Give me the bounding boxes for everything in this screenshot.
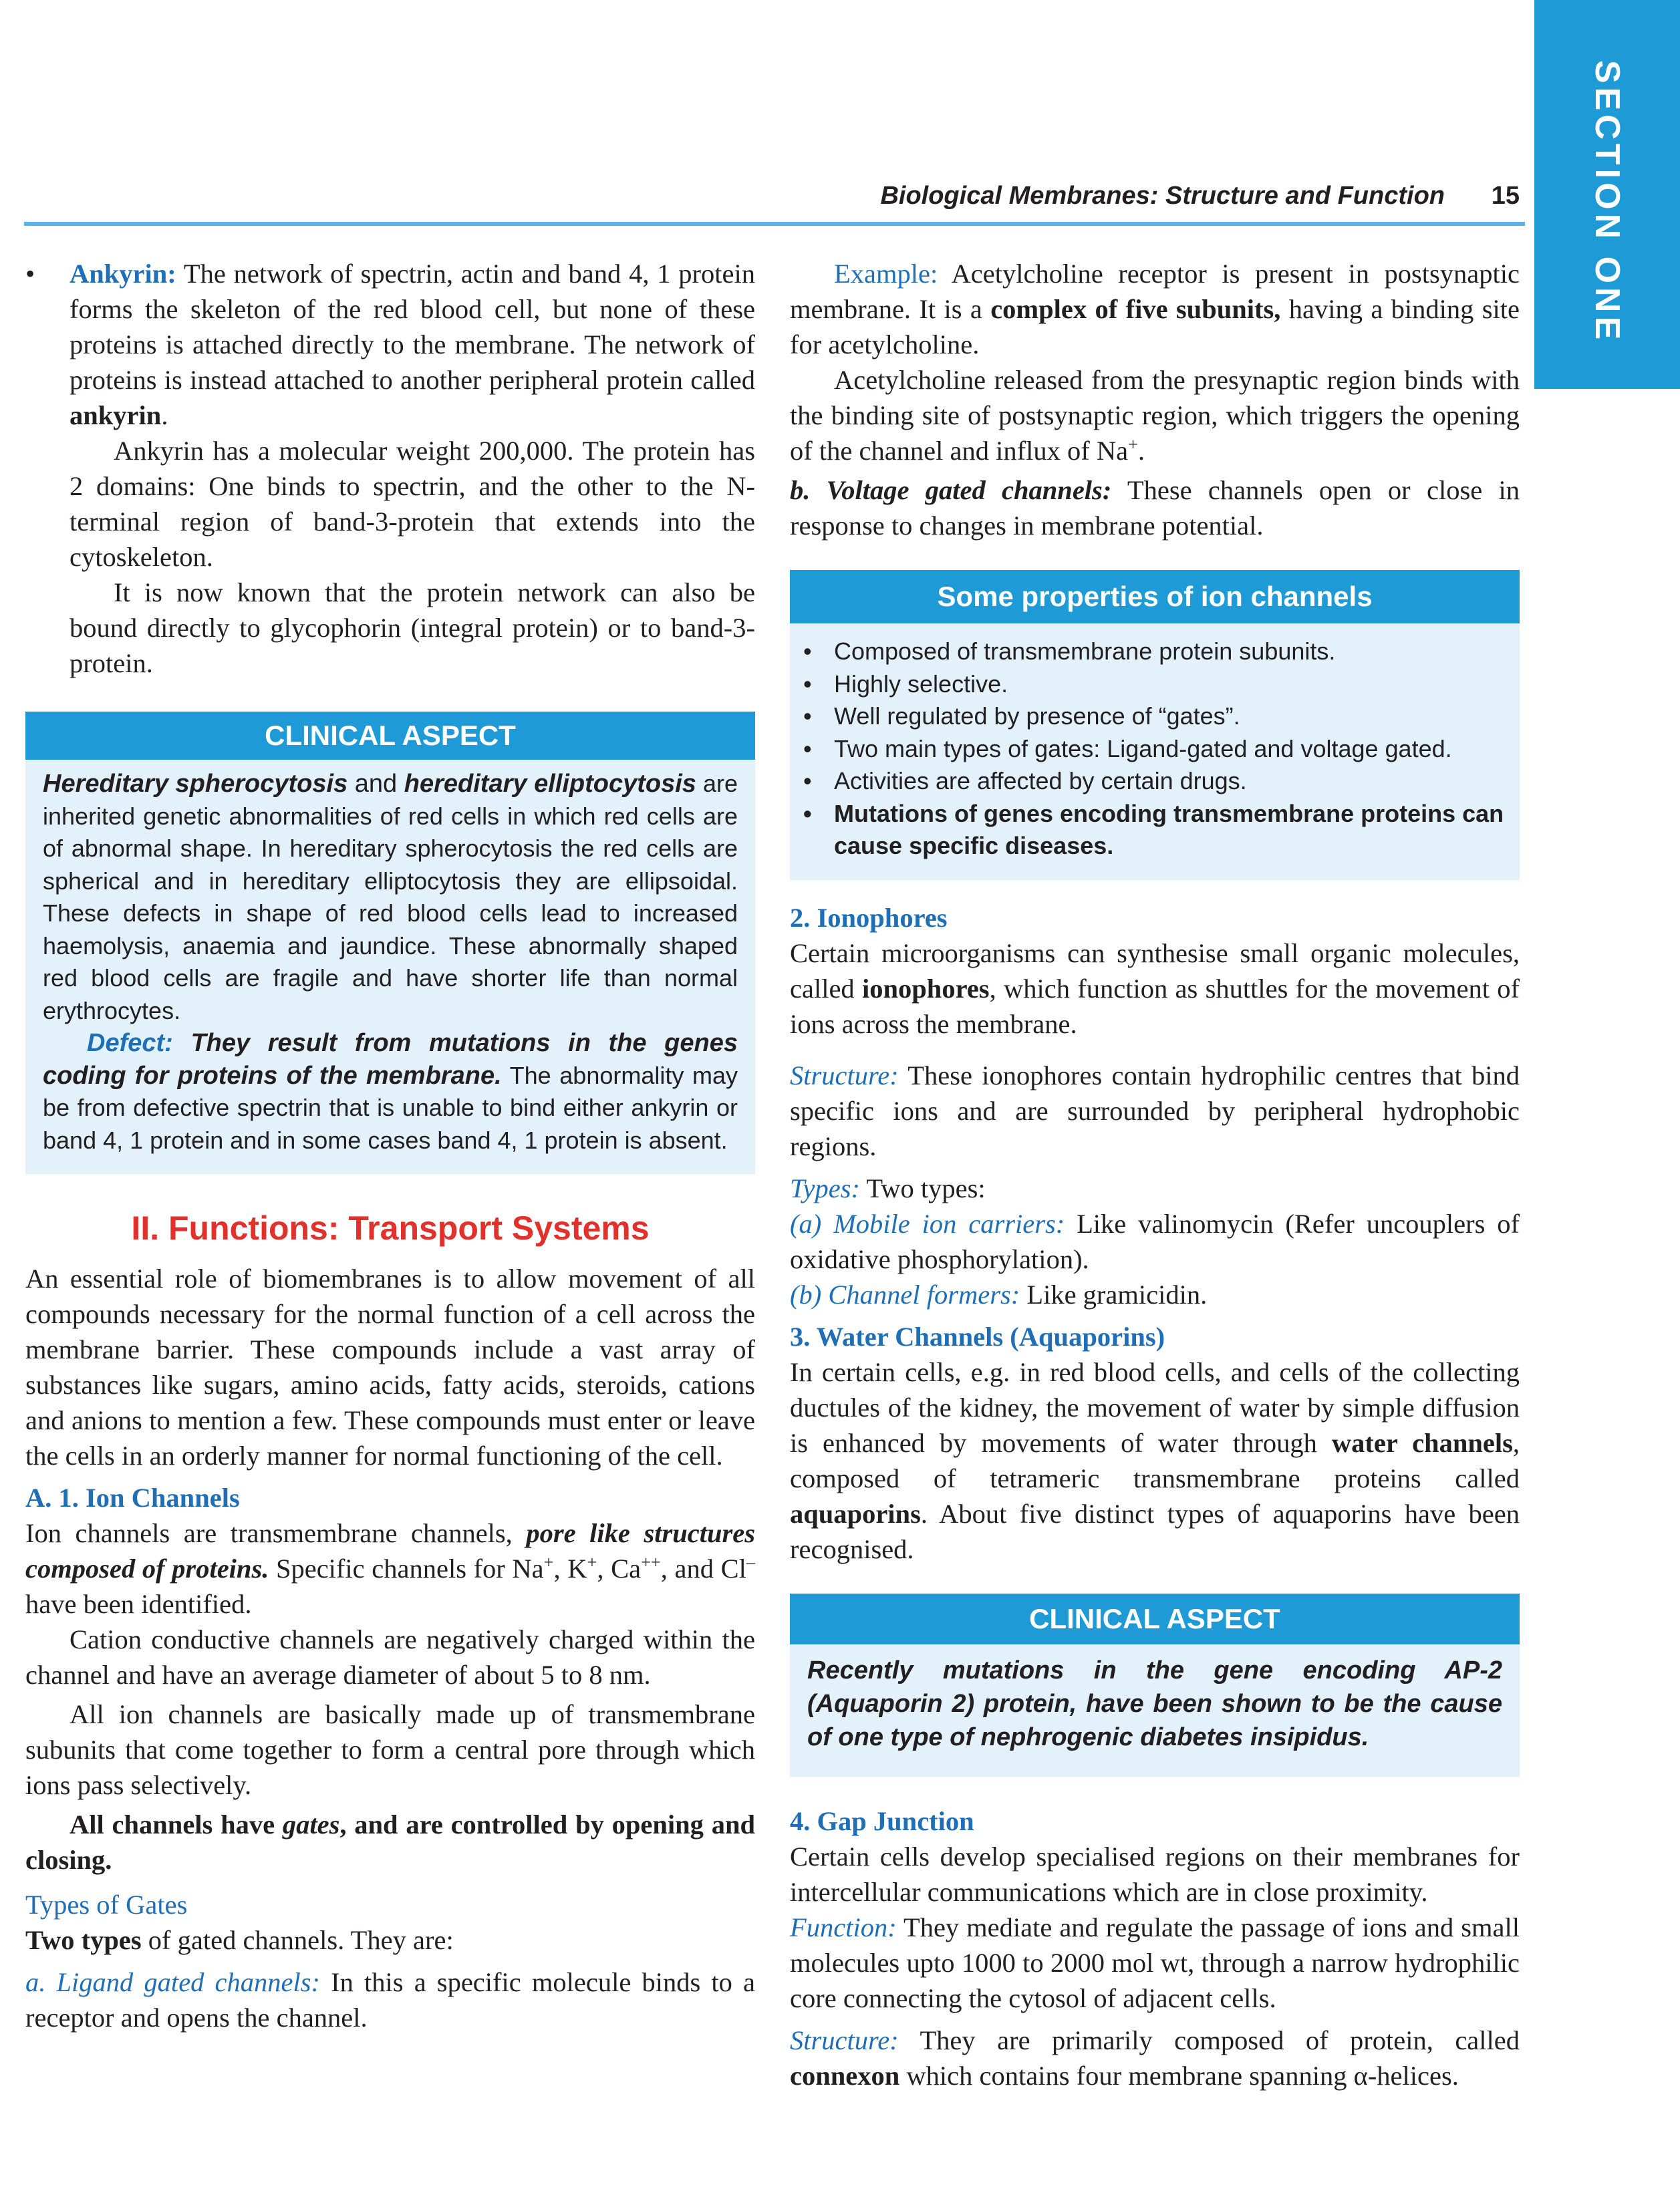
mobile-text: Like valinomycin (Refer uncouplers of oxidative phosphorylation). — [790, 1208, 1520, 1274]
water-text-a: In certain cells, e.g. in red blood cells, and cells of the collecting ductules of the kidney, the movement of water by simple diffusion is enhanced by movements of water through — [790, 1356, 1520, 1458]
sup-plus: + — [1128, 434, 1138, 454]
section-tab-label: SECTION ONE — [1588, 60, 1627, 344]
gates-italic: gates — [282, 1809, 340, 1840]
types-of-gates-heading: Types of Gates — [25, 1890, 188, 1920]
voltage-label: b. Voltage gated channels: — [790, 475, 1112, 505]
ankyrin-weight-paragraph: Ankyrin has a molecular weight 200,000. The protein has 2 domains: One binds to spectrin, and the other to the N-terminal region of band-3-protein that extends into the cytoskeleton. — [69, 436, 755, 572]
water-bold-1: water channels — [1331, 1427, 1513, 1458]
iono-text-b: , which function as shuttles for the movement of ions across the membrane. — [790, 973, 1520, 1039]
ionophore-structure-paragraph — [790, 1058, 1520, 1164]
gates-text-a: All channels have — [69, 1809, 283, 1840]
two-types-bold: Two types — [25, 1925, 142, 1955]
structure-label: Structure: — [790, 1060, 899, 1090]
property-item: • Well regulated by presence of “gates”. — [790, 700, 1520, 733]
mobile-carriers-paragraph — [790, 1206, 1520, 1277]
gap-junction-heading: 4. Gap Junction — [790, 1805, 974, 1836]
gates-text: of gated channels. They are: — [141, 1925, 454, 1955]
water-text-b: , composed of tetrameric transmembrane proteins called — [790, 1427, 1520, 1493]
ion-channel-properties-box — [790, 570, 1520, 880]
spherocytosis-text: are inherited genetic abnormalities of red cells in which red cells are of abnormal shape. In hereditary spherocytosis the red cells are spherical and in hereditary elliptocytosis they are ellipsoidal. These defects in shape of red blood cells lead to increased haemolysis, anaemia and jaundice. These abnormally shaped red blood cells are fragile and have shorter life than normal erythrocytes. — [43, 770, 738, 1024]
iono-bold: ionophores — [862, 973, 990, 1004]
right-column — [790, 256, 1520, 2093]
sup-plus: + — [543, 1552, 554, 1572]
ligand-gated-paragraph — [25, 1964, 755, 2035]
voltage-gated-paragraph — [790, 472, 1520, 543]
ankyrin-network-paragraph: It is now known that the protein network can also be bound directly to glycophorin (integral protein) or to band-3-protein. — [69, 577, 755, 678]
types-label: Types: — [790, 1173, 860, 1203]
ligand-text: In this a specific molecule binds to a receptor and opens the channel. — [25, 1967, 755, 2033]
water-text-c: . About five distinct types of aquaporins have been recognised. — [790, 1498, 1520, 1564]
gap-structure-paragraph — [790, 2023, 1520, 2093]
function-label: Function: — [790, 1912, 897, 1942]
gates-text-b: , and are controlled by opening and closing. — [25, 1809, 755, 1875]
gap-function-paragraph — [790, 1910, 1520, 2016]
former-label: (b) Channel formers: — [790, 1279, 1020, 1310]
defect-paragraph — [43, 1027, 738, 1157]
clinical-aspect-box-2 — [790, 1594, 1520, 1777]
aquaporin-clinical-text: Recently mutations in the gene encoding AP-2 (Aquaporin 2) protein, have been shown to be the cause of one type of nephrogenic diabetes insipidus. — [807, 1656, 1502, 1751]
ion-text-b: Specific channels for Na — [269, 1554, 544, 1584]
voltage-text: These channels open or close in response to changes in membrane potential. — [790, 475, 1520, 541]
ankyrin-text: The network of spectrin, actin and band 4, 1 protein forms the skeleton of the red blood cell, but none of these proteins is attached directly to the membrane. The network of proteins is instead attached to another peripheral protein called — [69, 259, 755, 395]
structure-text: These ionophores contain hydrophilic centres that bind specific ions and are surrounded by peripheral hydrophobic regions. — [790, 1060, 1520, 1161]
ionophores-paragraph — [790, 935, 1520, 1042]
property-item: • Two main types of gates: Ligand-gated and voltage gated. — [790, 733, 1520, 766]
connexon-bold: connexon — [790, 2060, 900, 2091]
gates-statement-paragraph — [25, 1807, 755, 1878]
water-channels-paragraph — [790, 1354, 1520, 1567]
function-text: They mediate and regulate the passage of ions and small molecules upto 1000 to 2000 mol wt, through a narrow hydrophilic core connecting the cytosol of adjacent cells. — [790, 1912, 1520, 2013]
property-item-bold: • Mutations of genes encoding transmembrane proteins can cause specific diseases. — [790, 798, 1520, 863]
ach-text: Acetylcholine released from the presynaptic region binds with the binding site of postsynaptic region, which triggers the opening of the channel and influx of Na — [790, 365, 1520, 466]
defect-text: The abnormality may be from defective spectrin that is unable to bind either ankyrin or band 4, 1 protein and in some cases band 4, 1 protein is absent. — [43, 1061, 738, 1154]
section-heading-transport: II. Functions: Transport Systems — [131, 1209, 650, 1247]
ankyrin-term: Ankyrin: — [69, 259, 176, 289]
header-rule — [24, 222, 1525, 226]
example-label: Example: — [834, 259, 938, 289]
defect-label: Defect: — [87, 1029, 173, 1057]
ion-text-f: have been identified. — [25, 1589, 252, 1619]
spherocytosis-paragraph — [43, 768, 738, 1027]
iono-text-a: Certain microorganisms can synthesise small organic molecules, called — [790, 937, 1520, 1004]
example-bold: complex of five subunits, — [990, 294, 1281, 324]
ion-text-c: , K — [553, 1554, 587, 1584]
ionophores-heading: 2. Ionophores — [790, 902, 948, 933]
sup-minus: – — [746, 1552, 756, 1572]
ion-text-a: Ion channels are transmembrane channels, — [25, 1518, 527, 1548]
clinical-aspect-body-1 — [25, 760, 755, 1174]
property-item: • Highly selective. — [790, 668, 1520, 701]
and-text: and — [347, 770, 404, 798]
ion-text-d: , Ca — [597, 1554, 642, 1584]
elliptocytosis-term: hereditary elliptocytosis — [404, 770, 696, 798]
transport-intro-paragraph: An essential role of biomembranes is to allow movement of all compounds necessary for the normal function of a cell across the membrane barrier. These compounds include a vast array of substances like sugars, amino acids, fatty acids, steroids, cations and anions to mention a few. These compounds must enter or leave the cells in an orderly manner for normal functioning of the cell. — [25, 1264, 755, 1471]
clinical-aspect-heading-2: CLINICAL ASPECT — [790, 1594, 1520, 1644]
ion-bold-italic: pore like structures composed of proteins. — [25, 1518, 756, 1584]
ion-text-e: , and Cl — [660, 1554, 746, 1584]
example-text-a: Acetylcholine receptor is present in postsynaptic membrane. It is a — [790, 259, 1520, 324]
example-text-b: having a binding site for acetylcholine. — [790, 294, 1520, 359]
ion-channels-heading: A. 1. Ion Channels — [25, 1483, 240, 1513]
running-title: Biological Membranes: Structure and Function — [880, 182, 1445, 210]
properties-list — [790, 623, 1520, 880]
ion-channels-paragraph — [25, 1515, 755, 1622]
ankyrin-bold: ankyrin — [69, 400, 162, 430]
ligand-label: a. Ligand gated channels: — [25, 1967, 321, 1997]
cation-paragraph: Cation conductive channels are negatively charged within the channel and have an average diameter of about 5 to 8 nm. — [25, 1624, 755, 1690]
clinical-aspect-box-1 — [25, 712, 755, 1174]
page-number: 15 — [1491, 182, 1520, 210]
subunits-paragraph: All ion channels are basically made up of transmembrane subunits that come together to form a central pore through which ions pass selectively. — [25, 1699, 755, 1800]
gap-junction-paragraph: Certain cells develop specialised regions on their membranes for intercellular communications which are in close proximity. — [790, 1841, 1520, 1907]
former-text: Like gramicidin. — [1020, 1279, 1208, 1310]
sup-plusplus: ++ — [641, 1552, 661, 1572]
defect-bold: They result from mutations in the genes coding for proteins of the membrane. — [43, 1029, 738, 1090]
mobile-label: (a) Mobile ion carriers: — [790, 1208, 1065, 1239]
bullet-dot: • — [25, 259, 35, 289]
properties-heading: Some properties of ion channels — [790, 570, 1520, 623]
clinical-aspect-heading-1: CLINICAL ASPECT — [25, 712, 755, 760]
ionophore-types-paragraph — [790, 1171, 1520, 1206]
left-column — [25, 256, 755, 2035]
types-of-gates-paragraph — [25, 1922, 755, 1958]
ankyrin-end: . — [161, 400, 168, 430]
ankyrin-bullet — [25, 256, 755, 681]
gap-structure-label: Structure: — [790, 2025, 899, 2055]
ach-end: . — [1137, 436, 1145, 466]
section-tab — [1534, 0, 1680, 389]
spherocytosis-term: Hereditary spherocytosis — [43, 770, 348, 798]
gap-structure-text-b: which contains four membrane spanning α-helices. — [899, 2060, 1459, 2091]
sup-plus: + — [587, 1552, 597, 1572]
types-text: Two types: — [859, 1173, 986, 1203]
gap-structure-text-a: They are primarily composed of protein, called — [898, 2025, 1520, 2055]
water-bold-2: aquaporins — [790, 1498, 921, 1529]
property-item: • Activities are affected by certain drugs. — [790, 765, 1520, 798]
ankyrin-paragraph — [69, 256, 755, 433]
acetylcholine-paragraph — [790, 362, 1520, 468]
property-item: • Composed of transmembrane protein subunits. — [790, 635, 1520, 668]
example-paragraph — [790, 256, 1520, 362]
water-channels-heading: 3. Water Channels (Aquaporins) — [790, 1321, 1165, 1352]
clinical-aspect-body-2 — [790, 1644, 1520, 1777]
channel-formers-paragraph — [790, 1277, 1520, 1312]
